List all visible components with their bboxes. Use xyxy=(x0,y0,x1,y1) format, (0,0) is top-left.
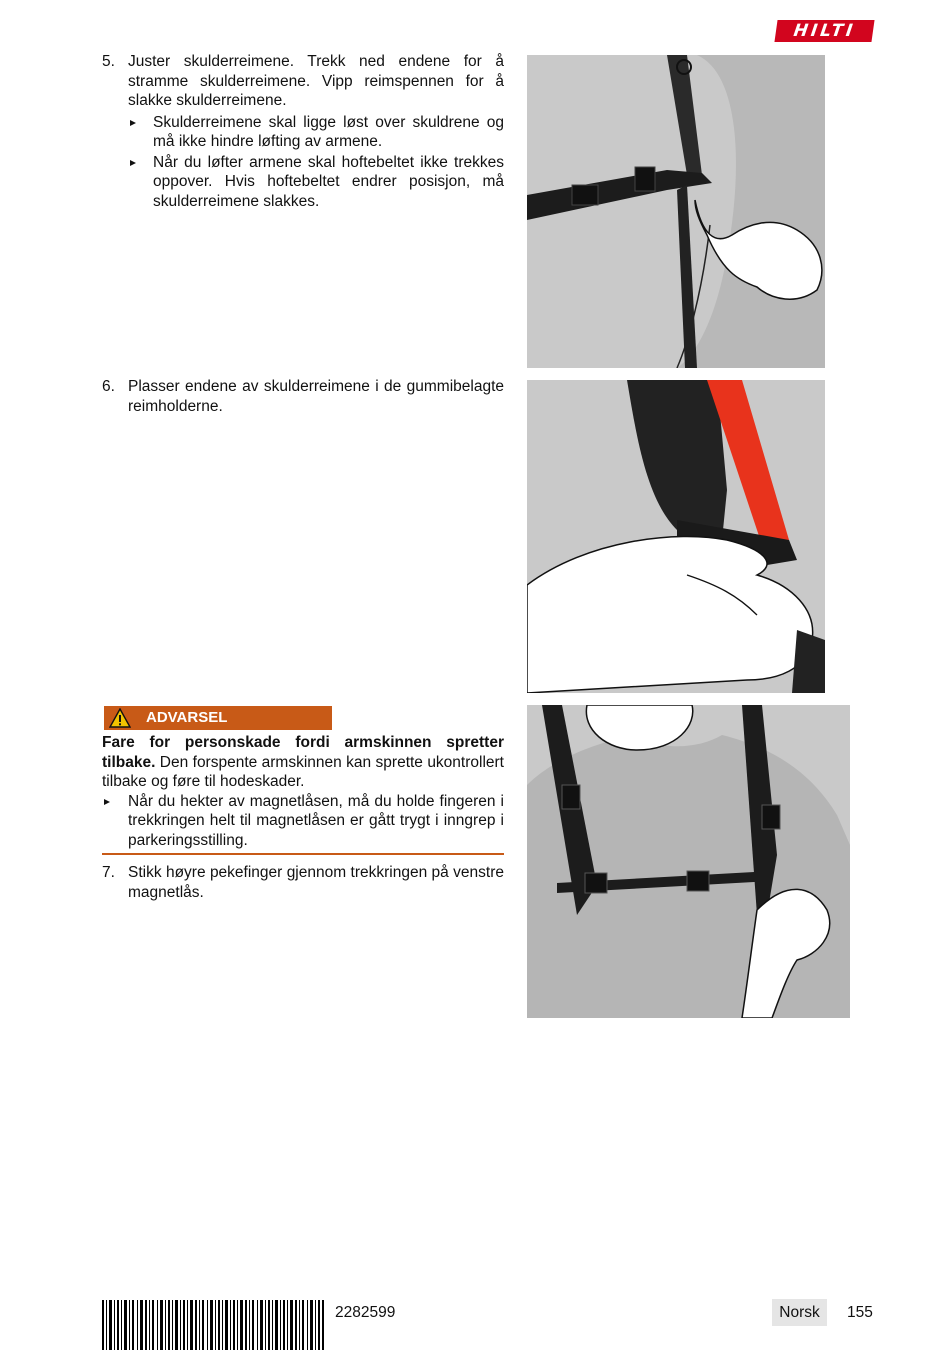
step-text: Plasser endene av skulderreimene i de gummibelagte reimholderne. xyxy=(128,378,504,415)
warning-triangle-icon xyxy=(109,708,131,728)
warning-text: Den forspente armskinnen kan sprette ukontrollert tilbake og føre til hodeskader. xyxy=(102,753,504,790)
warning-header xyxy=(104,706,332,730)
page-number: 155 xyxy=(847,1304,873,1321)
barcode xyxy=(102,1300,324,1350)
step-5-bullets xyxy=(102,113,504,212)
step-text: Juster skulderreimene. Trekk ned endene for å stramme skulderreimene. Vipp reimspennen for å slakke skulderreimene. xyxy=(128,53,504,109)
step-number: 5. xyxy=(102,53,115,70)
language-tab: Norsk xyxy=(772,1299,827,1326)
step-number: 7. xyxy=(102,864,115,881)
hilti-logo: HILTI xyxy=(774,20,874,42)
warning-body xyxy=(102,733,504,850)
warning-title: Fare for personskade fordi armskinnen spretter tilbake. xyxy=(102,734,504,771)
step-text: Stikk høyre pekefinger gjennom trekkringen på venstre magnetlås. xyxy=(128,864,504,901)
list-item: Når du løfter armene skal hoftebeltet ikke trekkes oppover. Hvis hoftebeltet endrer posisjon, må skulderreimene slakkes. xyxy=(128,153,504,212)
illustration-strap-holder xyxy=(527,380,825,693)
illustration-magnet-lock xyxy=(527,705,850,1018)
step-7 xyxy=(102,863,504,902)
warning-label: ADVARSEL xyxy=(146,709,228,726)
step-6 xyxy=(102,377,504,416)
step-number: 6. xyxy=(102,378,115,395)
step-5 xyxy=(102,52,504,212)
list-item: Skulderreimene skal ligge løst over skuldrene og må ikke hindre løfting av armene. xyxy=(128,113,504,152)
warning-divider xyxy=(102,853,504,855)
document-number: 2282599 xyxy=(335,1304,396,1321)
illustration-adjust-shoulder-strap xyxy=(527,55,825,368)
list-item: Når du hekter av magnetlåsen, må du holde fingeren i trekkringen helt til magnetlåsen er gått trygt i inngrep i parkeringsstilling. xyxy=(102,792,504,851)
